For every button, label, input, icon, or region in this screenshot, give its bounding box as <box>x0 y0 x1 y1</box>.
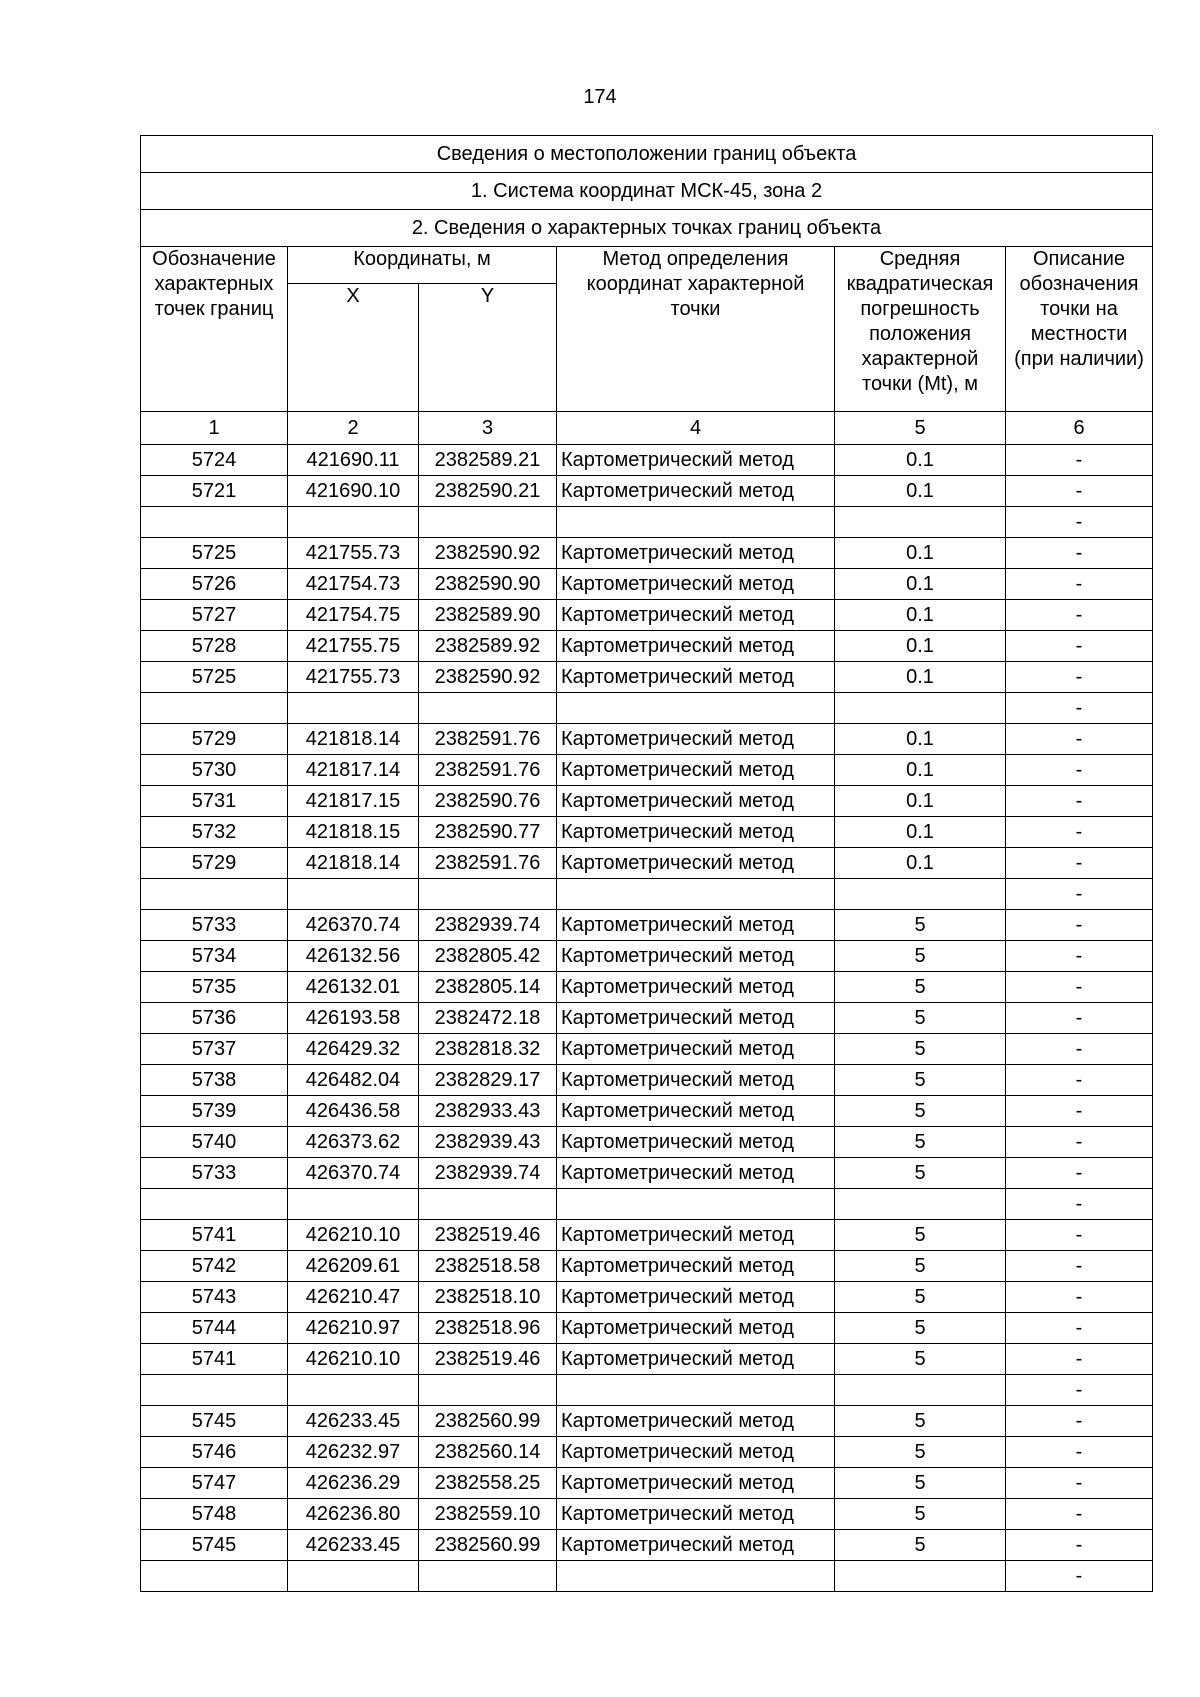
header-coordinates: Координаты, м <box>288 247 557 284</box>
description-cell: - <box>1006 817 1153 848</box>
table-body <box>141 136 1153 1592</box>
x-coordinate-cell: 421818.14 <box>288 724 419 755</box>
method-cell: Картометрический метод <box>557 1127 835 1158</box>
method-cell: Картометрический метод <box>557 1003 835 1034</box>
point-id-cell: 5733 <box>141 910 288 941</box>
header-method: Метод определения координат характерной точки <box>557 247 835 412</box>
method-cell: Картометрический метод <box>557 1282 835 1313</box>
description-cell: - <box>1006 755 1153 786</box>
x-coordinate-cell: 426233.45 <box>288 1406 419 1437</box>
y-coordinate-cell <box>419 1189 557 1220</box>
x-coordinate-cell: 426210.47 <box>288 1282 419 1313</box>
error-cell: 0.1 <box>835 569 1006 600</box>
column-number: 4 <box>557 412 835 445</box>
point-id-cell: 5748 <box>141 1499 288 1530</box>
table-row <box>141 1127 1153 1158</box>
table-row <box>141 1499 1153 1530</box>
error-cell: 0.1 <box>835 662 1006 693</box>
error-cell: 0.1 <box>835 476 1006 507</box>
x-coordinate-cell: 426232.97 <box>288 1437 419 1468</box>
method-cell: Картометрический метод <box>557 1437 835 1468</box>
error-cell: 5 <box>835 1220 1006 1251</box>
method-cell: Картометрический метод <box>557 1344 835 1375</box>
y-coordinate-cell <box>419 1561 557 1592</box>
error-cell: 5 <box>835 1468 1006 1499</box>
error-cell: 5 <box>835 1313 1006 1344</box>
y-coordinate-cell: 2382591.76 <box>419 848 557 879</box>
x-coordinate-cell: 421690.10 <box>288 476 419 507</box>
description-cell: - <box>1006 538 1153 569</box>
error-cell: 0.1 <box>835 755 1006 786</box>
description-cell: - <box>1006 476 1153 507</box>
y-coordinate-cell: 2382933.43 <box>419 1096 557 1127</box>
error-cell: 5 <box>835 1158 1006 1189</box>
description-cell: - <box>1006 1313 1153 1344</box>
method-cell: Картометрический метод <box>557 848 835 879</box>
point-id-cell: 5745 <box>141 1530 288 1561</box>
error-cell: 5 <box>835 1127 1006 1158</box>
x-coordinate-cell: 426210.97 <box>288 1313 419 1344</box>
y-coordinate-cell: 2382939.74 <box>419 910 557 941</box>
x-coordinate-cell: 426373.62 <box>288 1127 419 1158</box>
x-coordinate-cell: 426236.29 <box>288 1468 419 1499</box>
x-coordinate-cell: 421818.15 <box>288 817 419 848</box>
x-coordinate-cell: 421755.75 <box>288 631 419 662</box>
description-cell: - <box>1006 1065 1153 1096</box>
method-cell: Картометрический метод <box>557 1499 835 1530</box>
y-coordinate-cell: 2382558.25 <box>419 1468 557 1499</box>
table-row <box>141 1003 1153 1034</box>
description-cell: - <box>1006 1530 1153 1561</box>
method-cell: Картометрический метод <box>557 817 835 848</box>
x-coordinate-cell: 426132.56 <box>288 941 419 972</box>
point-id-cell: 5725 <box>141 662 288 693</box>
description-cell: - <box>1006 1220 1153 1251</box>
point-id-cell: 5741 <box>141 1344 288 1375</box>
table-row <box>141 879 1153 910</box>
x-coordinate-cell: 426236.80 <box>288 1499 419 1530</box>
x-coordinate-cell <box>288 879 419 910</box>
table-row <box>141 1313 1153 1344</box>
x-coordinate-cell <box>288 507 419 538</box>
description-cell: - <box>1006 1189 1153 1220</box>
description-cell: - <box>1006 848 1153 879</box>
table-row <box>141 662 1153 693</box>
x-coordinate-cell: 426209.61 <box>288 1251 419 1282</box>
description-cell: - <box>1006 662 1153 693</box>
x-coordinate-cell: 426210.10 <box>288 1220 419 1251</box>
x-coordinate-cell: 426482.04 <box>288 1065 419 1096</box>
table-row <box>141 476 1153 507</box>
point-id-cell: 5724 <box>141 445 288 476</box>
y-coordinate-cell: 2382589.90 <box>419 600 557 631</box>
error-cell: 0.1 <box>835 786 1006 817</box>
point-id-cell: 5747 <box>141 1468 288 1499</box>
error-cell: 5 <box>835 1251 1006 1282</box>
column-number: 6 <box>1006 412 1153 445</box>
error-cell <box>835 1375 1006 1406</box>
error-cell: 0.1 <box>835 600 1006 631</box>
table-row <box>141 848 1153 879</box>
table-row <box>141 1561 1153 1592</box>
error-cell: 5 <box>835 910 1006 941</box>
column-number: 5 <box>835 412 1006 445</box>
y-coordinate-cell: 2382591.76 <box>419 724 557 755</box>
description-cell: - <box>1006 1096 1153 1127</box>
method-cell: Картометрический метод <box>557 1468 835 1499</box>
point-id-cell: 5734 <box>141 941 288 972</box>
table-row <box>141 1096 1153 1127</box>
point-id-cell: 5737 <box>141 1034 288 1065</box>
description-cell: - <box>1006 786 1153 817</box>
error-cell: 0.1 <box>835 538 1006 569</box>
description-cell: - <box>1006 445 1153 476</box>
x-coordinate-cell: 421754.73 <box>288 569 419 600</box>
y-coordinate-cell: 2382939.43 <box>419 1127 557 1158</box>
description-cell: - <box>1006 507 1153 538</box>
error-cell: 5 <box>835 1096 1006 1127</box>
x-coordinate-cell: 421755.73 <box>288 538 419 569</box>
method-cell <box>557 1189 835 1220</box>
description-cell: - <box>1006 1375 1153 1406</box>
x-coordinate-cell: 426436.58 <box>288 1096 419 1127</box>
coordinate-system-label: 1. Система координат МСК-45, зона 2 <box>141 173 1153 210</box>
y-coordinate-cell: 2382559.10 <box>419 1499 557 1530</box>
point-id-cell: 5746 <box>141 1437 288 1468</box>
page-number: 174 <box>583 86 617 108</box>
y-coordinate-cell: 2382518.58 <box>419 1251 557 1282</box>
table-row <box>141 600 1153 631</box>
point-id-cell: 5729 <box>141 848 288 879</box>
table-row <box>141 693 1153 724</box>
table-row <box>141 941 1153 972</box>
table-row <box>141 1251 1153 1282</box>
y-coordinate-cell: 2382560.99 <box>419 1530 557 1561</box>
method-cell: Картометрический метод <box>557 786 835 817</box>
point-id-cell: 5729 <box>141 724 288 755</box>
x-coordinate-cell: 421817.15 <box>288 786 419 817</box>
method-cell: Картометрический метод <box>557 1096 835 1127</box>
method-cell <box>557 693 835 724</box>
method-cell: Картометрический метод <box>557 569 835 600</box>
x-coordinate-cell: 421818.14 <box>288 848 419 879</box>
point-id-cell: 5725 <box>141 538 288 569</box>
method-cell: Картометрический метод <box>557 1034 835 1065</box>
table-row <box>141 445 1153 476</box>
error-cell <box>835 1561 1006 1592</box>
description-cell: - <box>1006 1561 1153 1592</box>
description-cell: - <box>1006 724 1153 755</box>
point-id-cell: 5735 <box>141 972 288 1003</box>
description-cell: - <box>1006 972 1153 1003</box>
column-number: 2 <box>288 412 419 445</box>
table-row <box>141 755 1153 786</box>
table-row <box>141 1189 1153 1220</box>
method-cell <box>557 879 835 910</box>
coordinate-system-row <box>141 173 1153 210</box>
point-id-cell: 5742 <box>141 1251 288 1282</box>
table-row <box>141 1158 1153 1189</box>
point-id-cell <box>141 1189 288 1220</box>
boundary-points-table <box>140 135 1153 1592</box>
error-cell: 0.1 <box>835 724 1006 755</box>
table-row <box>141 1344 1153 1375</box>
description-cell: - <box>1006 941 1153 972</box>
y-coordinate-cell: 2382939.74 <box>419 1158 557 1189</box>
point-id-cell: 5721 <box>141 476 288 507</box>
method-cell: Картометрический метод <box>557 1065 835 1096</box>
table-caption: Сведения о местоположении границ объекта <box>141 136 1153 173</box>
point-id-cell: 5731 <box>141 786 288 817</box>
y-coordinate-cell <box>419 693 557 724</box>
y-coordinate-cell: 2382589.92 <box>419 631 557 662</box>
table-row <box>141 1375 1153 1406</box>
error-cell: 0.1 <box>835 848 1006 879</box>
y-coordinate-cell: 2382519.46 <box>419 1344 557 1375</box>
point-id-cell: 5727 <box>141 600 288 631</box>
y-coordinate-cell: 2382829.17 <box>419 1065 557 1096</box>
table-row <box>141 569 1153 600</box>
table-row <box>141 1468 1153 1499</box>
column-number: 1 <box>141 412 288 445</box>
point-id-cell: 5738 <box>141 1065 288 1096</box>
y-coordinate-cell: 2382589.21 <box>419 445 557 476</box>
y-coordinate-cell <box>419 879 557 910</box>
description-cell: - <box>1006 1251 1153 1282</box>
column-number: 3 <box>419 412 557 445</box>
x-coordinate-cell: 426370.74 <box>288 910 419 941</box>
point-id-cell <box>141 693 288 724</box>
error-cell <box>835 1189 1006 1220</box>
description-cell: - <box>1006 1158 1153 1189</box>
error-cell: 5 <box>835 1406 1006 1437</box>
error-cell: 5 <box>835 972 1006 1003</box>
error-cell: 5 <box>835 1065 1006 1096</box>
method-cell <box>557 1561 835 1592</box>
header-x: X <box>288 284 419 412</box>
description-cell: - <box>1006 569 1153 600</box>
description-cell: - <box>1006 1003 1153 1034</box>
error-cell: 5 <box>835 1034 1006 1065</box>
description-cell: - <box>1006 910 1153 941</box>
y-coordinate-cell: 2382519.46 <box>419 1220 557 1251</box>
point-id-cell <box>141 1375 288 1406</box>
point-id-cell <box>141 1561 288 1592</box>
table-row <box>141 724 1153 755</box>
method-cell: Картометрический метод <box>557 1530 835 1561</box>
method-cell: Картометрический метод <box>557 972 835 1003</box>
y-coordinate-cell: 2382518.10 <box>419 1282 557 1313</box>
y-coordinate-cell: 2382472.18 <box>419 1003 557 1034</box>
point-id-cell: 5740 <box>141 1127 288 1158</box>
table-row <box>141 1220 1153 1251</box>
method-cell: Картометрический метод <box>557 1406 835 1437</box>
table-row <box>141 631 1153 662</box>
y-coordinate-cell: 2382818.32 <box>419 1034 557 1065</box>
x-coordinate-cell: 426429.32 <box>288 1034 419 1065</box>
description-cell: - <box>1006 879 1153 910</box>
y-coordinate-cell: 2382590.92 <box>419 538 557 569</box>
error-cell: 0.1 <box>835 817 1006 848</box>
header-y: Y <box>419 284 557 412</box>
header-description: Описание обозначения точки на местности (при наличии) <box>1006 247 1153 412</box>
y-coordinate-cell: 2382591.76 <box>419 755 557 786</box>
error-cell: 5 <box>835 941 1006 972</box>
method-cell: Картометрический метод <box>557 755 835 786</box>
x-coordinate-cell: 421755.73 <box>288 662 419 693</box>
x-coordinate-cell: 426132.01 <box>288 972 419 1003</box>
description-cell: - <box>1006 1127 1153 1158</box>
table-row <box>141 538 1153 569</box>
error-cell: 5 <box>835 1437 1006 1468</box>
x-coordinate-cell: 421690.11 <box>288 445 419 476</box>
method-cell: Картометрический метод <box>557 1220 835 1251</box>
y-coordinate-cell <box>419 1375 557 1406</box>
x-coordinate-cell <box>288 1189 419 1220</box>
point-id-cell: 5745 <box>141 1406 288 1437</box>
y-coordinate-cell: 2382590.76 <box>419 786 557 817</box>
column-number-row <box>141 412 1153 445</box>
x-coordinate-cell: 426370.74 <box>288 1158 419 1189</box>
y-coordinate-cell: 2382518.96 <box>419 1313 557 1344</box>
section-title-row <box>141 210 1153 247</box>
error-cell: 5 <box>835 1530 1006 1561</box>
table-row <box>141 817 1153 848</box>
table-row <box>141 1406 1153 1437</box>
y-coordinate-cell: 2382805.14 <box>419 972 557 1003</box>
table-caption-row <box>141 136 1153 173</box>
y-coordinate-cell: 2382590.92 <box>419 662 557 693</box>
y-coordinate-cell: 2382560.14 <box>419 1437 557 1468</box>
y-coordinate-cell: 2382590.90 <box>419 569 557 600</box>
header-row <box>141 247 1153 284</box>
error-cell <box>835 693 1006 724</box>
section-title: 2. Сведения о характерных точках границ объекта <box>141 210 1153 247</box>
point-id-cell: 5730 <box>141 755 288 786</box>
error-cell: 0.1 <box>835 631 1006 662</box>
point-id-cell: 5726 <box>141 569 288 600</box>
point-id-cell: 5732 <box>141 817 288 848</box>
x-coordinate-cell <box>288 693 419 724</box>
point-id-cell: 5728 <box>141 631 288 662</box>
error-cell: 5 <box>835 1499 1006 1530</box>
point-id-cell <box>141 507 288 538</box>
x-coordinate-cell <box>288 1375 419 1406</box>
table-row <box>141 786 1153 817</box>
point-id-cell <box>141 879 288 910</box>
x-coordinate-cell <box>288 1561 419 1592</box>
error-cell: 5 <box>835 1003 1006 1034</box>
method-cell: Картометрический метод <box>557 662 835 693</box>
error-cell: 0.1 <box>835 445 1006 476</box>
method-cell: Картометрический метод <box>557 476 835 507</box>
description-cell: - <box>1006 1437 1153 1468</box>
method-cell: Картометрический метод <box>557 941 835 972</box>
description-cell: - <box>1006 1406 1153 1437</box>
description-cell: - <box>1006 693 1153 724</box>
y-coordinate-cell: 2382805.42 <box>419 941 557 972</box>
y-coordinate-cell <box>419 507 557 538</box>
method-cell: Картометрический метод <box>557 1158 835 1189</box>
method-cell: Картометрический метод <box>557 910 835 941</box>
point-id-cell: 5736 <box>141 1003 288 1034</box>
description-cell: - <box>1006 1034 1153 1065</box>
table-row <box>141 972 1153 1003</box>
description-cell: - <box>1006 631 1153 662</box>
description-cell: - <box>1006 1468 1153 1499</box>
method-cell <box>557 1375 835 1406</box>
y-coordinate-cell: 2382560.99 <box>419 1406 557 1437</box>
point-id-cell: 5741 <box>141 1220 288 1251</box>
point-id-cell: 5744 <box>141 1313 288 1344</box>
x-coordinate-cell: 421754.75 <box>288 600 419 631</box>
y-coordinate-cell: 2382590.77 <box>419 817 557 848</box>
error-cell: 5 <box>835 1344 1006 1375</box>
table-row <box>141 1282 1153 1313</box>
error-cell: 5 <box>835 1282 1006 1313</box>
method-cell: Картометрический метод <box>557 724 835 755</box>
x-coordinate-cell: 421817.14 <box>288 755 419 786</box>
table-row <box>141 1437 1153 1468</box>
header-error: Средняя квадратическая погрешность положения характерной точки (Mt), м <box>835 247 1006 412</box>
method-cell: Картометрический метод <box>557 1251 835 1282</box>
header-designation: Обозначение характерных точек границ <box>141 247 288 412</box>
description-cell: - <box>1006 600 1153 631</box>
y-coordinate-cell: 2382590.21 <box>419 476 557 507</box>
table-row <box>141 1034 1153 1065</box>
description-cell: - <box>1006 1499 1153 1530</box>
method-cell: Картометрический метод <box>557 1313 835 1344</box>
point-id-cell: 5733 <box>141 1158 288 1189</box>
method-cell: Картометрический метод <box>557 631 835 662</box>
description-cell: - <box>1006 1282 1153 1313</box>
error-cell <box>835 879 1006 910</box>
method-cell: Картометрический метод <box>557 538 835 569</box>
table-row <box>141 507 1153 538</box>
x-coordinate-cell: 426193.58 <box>288 1003 419 1034</box>
point-id-cell: 5743 <box>141 1282 288 1313</box>
x-coordinate-cell: 426210.10 <box>288 1344 419 1375</box>
point-id-cell: 5739 <box>141 1096 288 1127</box>
method-cell <box>557 507 835 538</box>
table-row <box>141 910 1153 941</box>
x-coordinate-cell: 426233.45 <box>288 1530 419 1561</box>
method-cell: Картометрический метод <box>557 445 835 476</box>
description-cell: - <box>1006 1344 1153 1375</box>
table-row <box>141 1065 1153 1096</box>
method-cell: Картометрический метод <box>557 600 835 631</box>
table-row <box>141 1530 1153 1561</box>
error-cell <box>835 507 1006 538</box>
